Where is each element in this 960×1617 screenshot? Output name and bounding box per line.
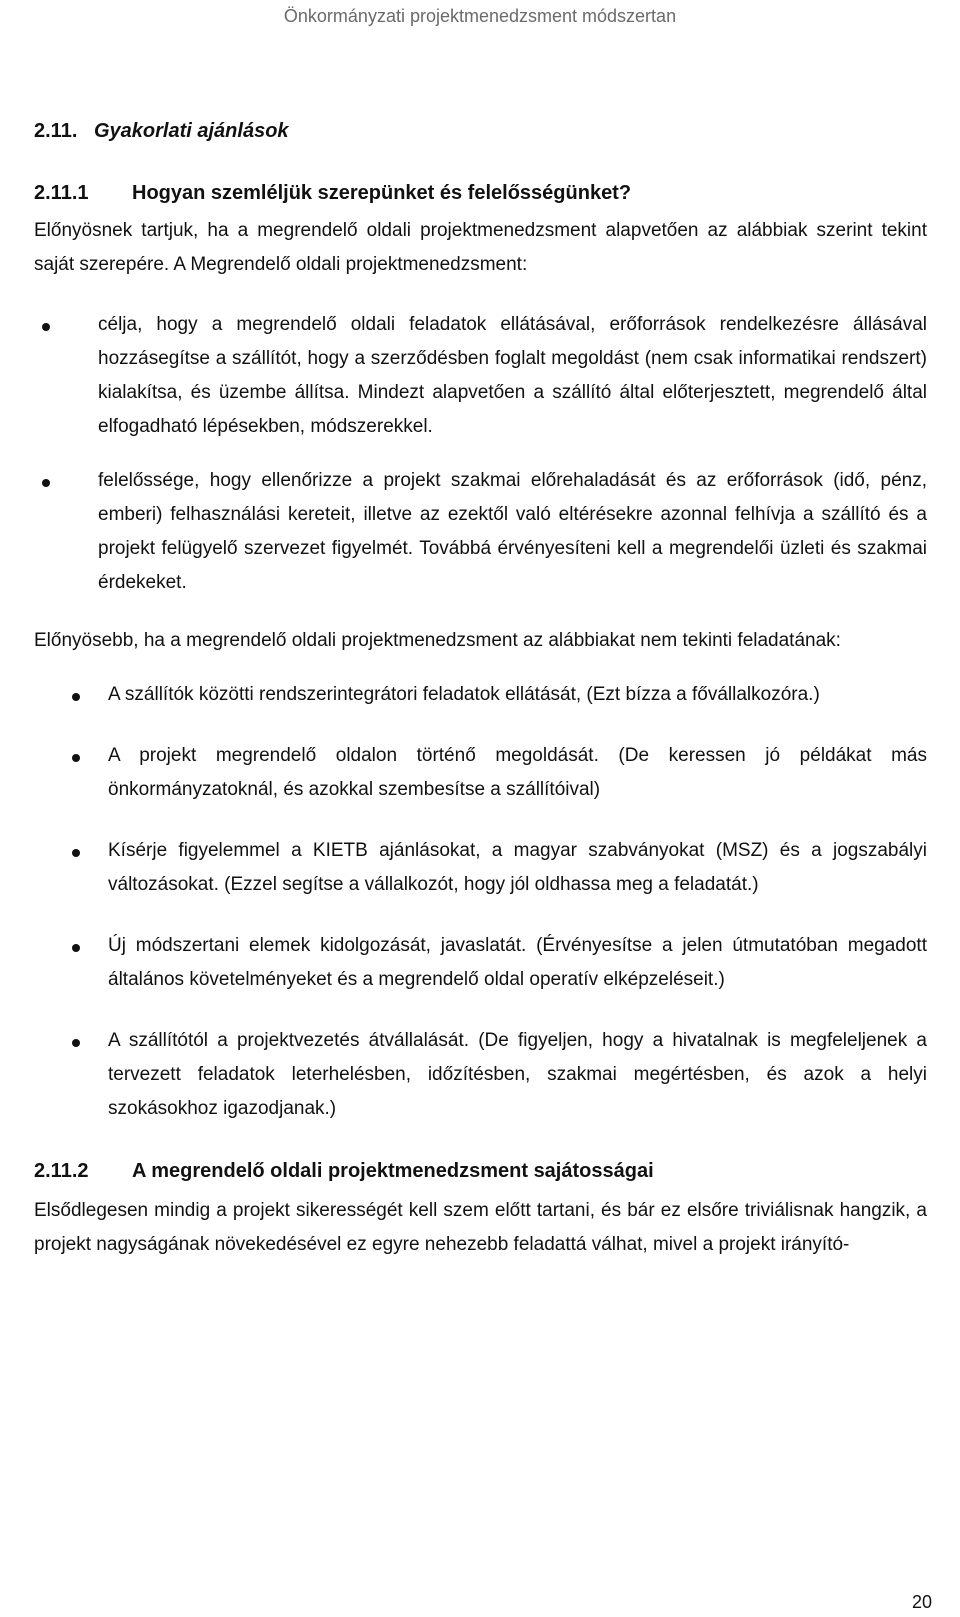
paragraph-intro: Előnyösnek tartjuk, ha a megrendelő oldali projektmenedzsment alapvetően az alábbiak szerint tekint saját szerepére. A Megrendelő oldali projektmenedzsment: bbox=[34, 220, 927, 275]
list-item: A projekt megrendelő oldalon történő megoldását. (De keressen jó példákat más önkormányzatoknál, és azokkal szembesítse a szállítóival) bbox=[34, 739, 927, 807]
section-number: 2.11. bbox=[34, 120, 78, 142]
list-item: Kísérje figyelemmel a KIETB ajánlásokat, a magyar szabványokat (MSZ) és a jogszabályi változásokat. (Ezzel segítse a vállalkozót, hogy jól oldhassa meg a feladatát.) bbox=[34, 834, 927, 902]
section-title: Gyakorlati ajánlások bbox=[94, 120, 289, 142]
subsection-heading-1 bbox=[34, 176, 927, 210]
page-content bbox=[34, 112, 927, 1262]
list-item: Új módszertani elemek kidolgozását, javaslatát. (Érvényesítse a jelen útmutatóban megadott általános követelményeket és a megrendelő oldal operatív elképzeléseit.) bbox=[34, 929, 927, 997]
section-heading bbox=[34, 112, 927, 150]
paragraph-not-tasks: Előnyösebb, ha a megrendelő oldali projektmenedzsment az alábbiakat nem tekinti feladatának: bbox=[34, 630, 841, 651]
bullet-list-not-tasks bbox=[34, 678, 927, 1126]
bullet-list-role bbox=[34, 308, 927, 600]
list-item: A szállítók közötti rendszerintegrátori feladatok ellátását, (Ezt bízza a fővállalkozóra.) bbox=[34, 678, 927, 712]
paragraph-characteristics: Elsődlegesen mindig a projekt sikerességét kell szem előtt tartani, és bár ez elsőre triviálisnak hangzik, a projekt nagyságának növekedésével ez egyre nehezebb feladattá válhat, mivel a projekt irányító- bbox=[34, 1200, 927, 1255]
list-item: felelőssége, hogy ellenőrizze a projekt szakmai előrehaladását és az erőforrások (idő, pénz, emberi) felhasználási kereteit, illetve az ezektől való eltérésekre azonnal felhívja a szállító és a projekt felügyelő szervezet figyelmét. Továbbá érvényesíteni kell a megrendelői üzleti és szakmai érdekeket. bbox=[34, 464, 927, 600]
page-number: 20 bbox=[911, 1592, 932, 1612]
subsection-number-1: 2.11.1 bbox=[34, 182, 89, 204]
running-header: Önkormányzati projektmenedzsment módszertan bbox=[283, 6, 677, 26]
subsection-number-2: 2.11.2 bbox=[34, 1160, 89, 1182]
subsection-title-1: Hogyan szemléljük szerepünket és felelősségünket? bbox=[132, 182, 632, 204]
subsection-heading-2 bbox=[34, 1154, 927, 1188]
subsection-title-2: A megrendelő oldali projektmenedzsment sajátosságai bbox=[132, 1160, 654, 1182]
list-item: A szállítótól a projektvezetés átvállalását. (De figyeljen, hogy a hivatalnak is megfeleljenek a tervezett feladatok leterhelésben, időzítésben, szakmai megértésben, és azok a helyi szokásokhoz igazodjanak.) bbox=[34, 1024, 927, 1126]
list-item: célja, hogy a megrendelő oldali feladatok ellátásával, erőforrások rendelkezésre állásával hozzásegítse a szállítót, hogy a szerződésben foglalt megoldást (nem csak informatikai rendszert) kialakítsa, és üzembe állítsa. Mindezt alapvetően a szállító által előterjesztett, megrendelő által elfogadható lépésekben, módszerekkel. bbox=[34, 308, 927, 444]
